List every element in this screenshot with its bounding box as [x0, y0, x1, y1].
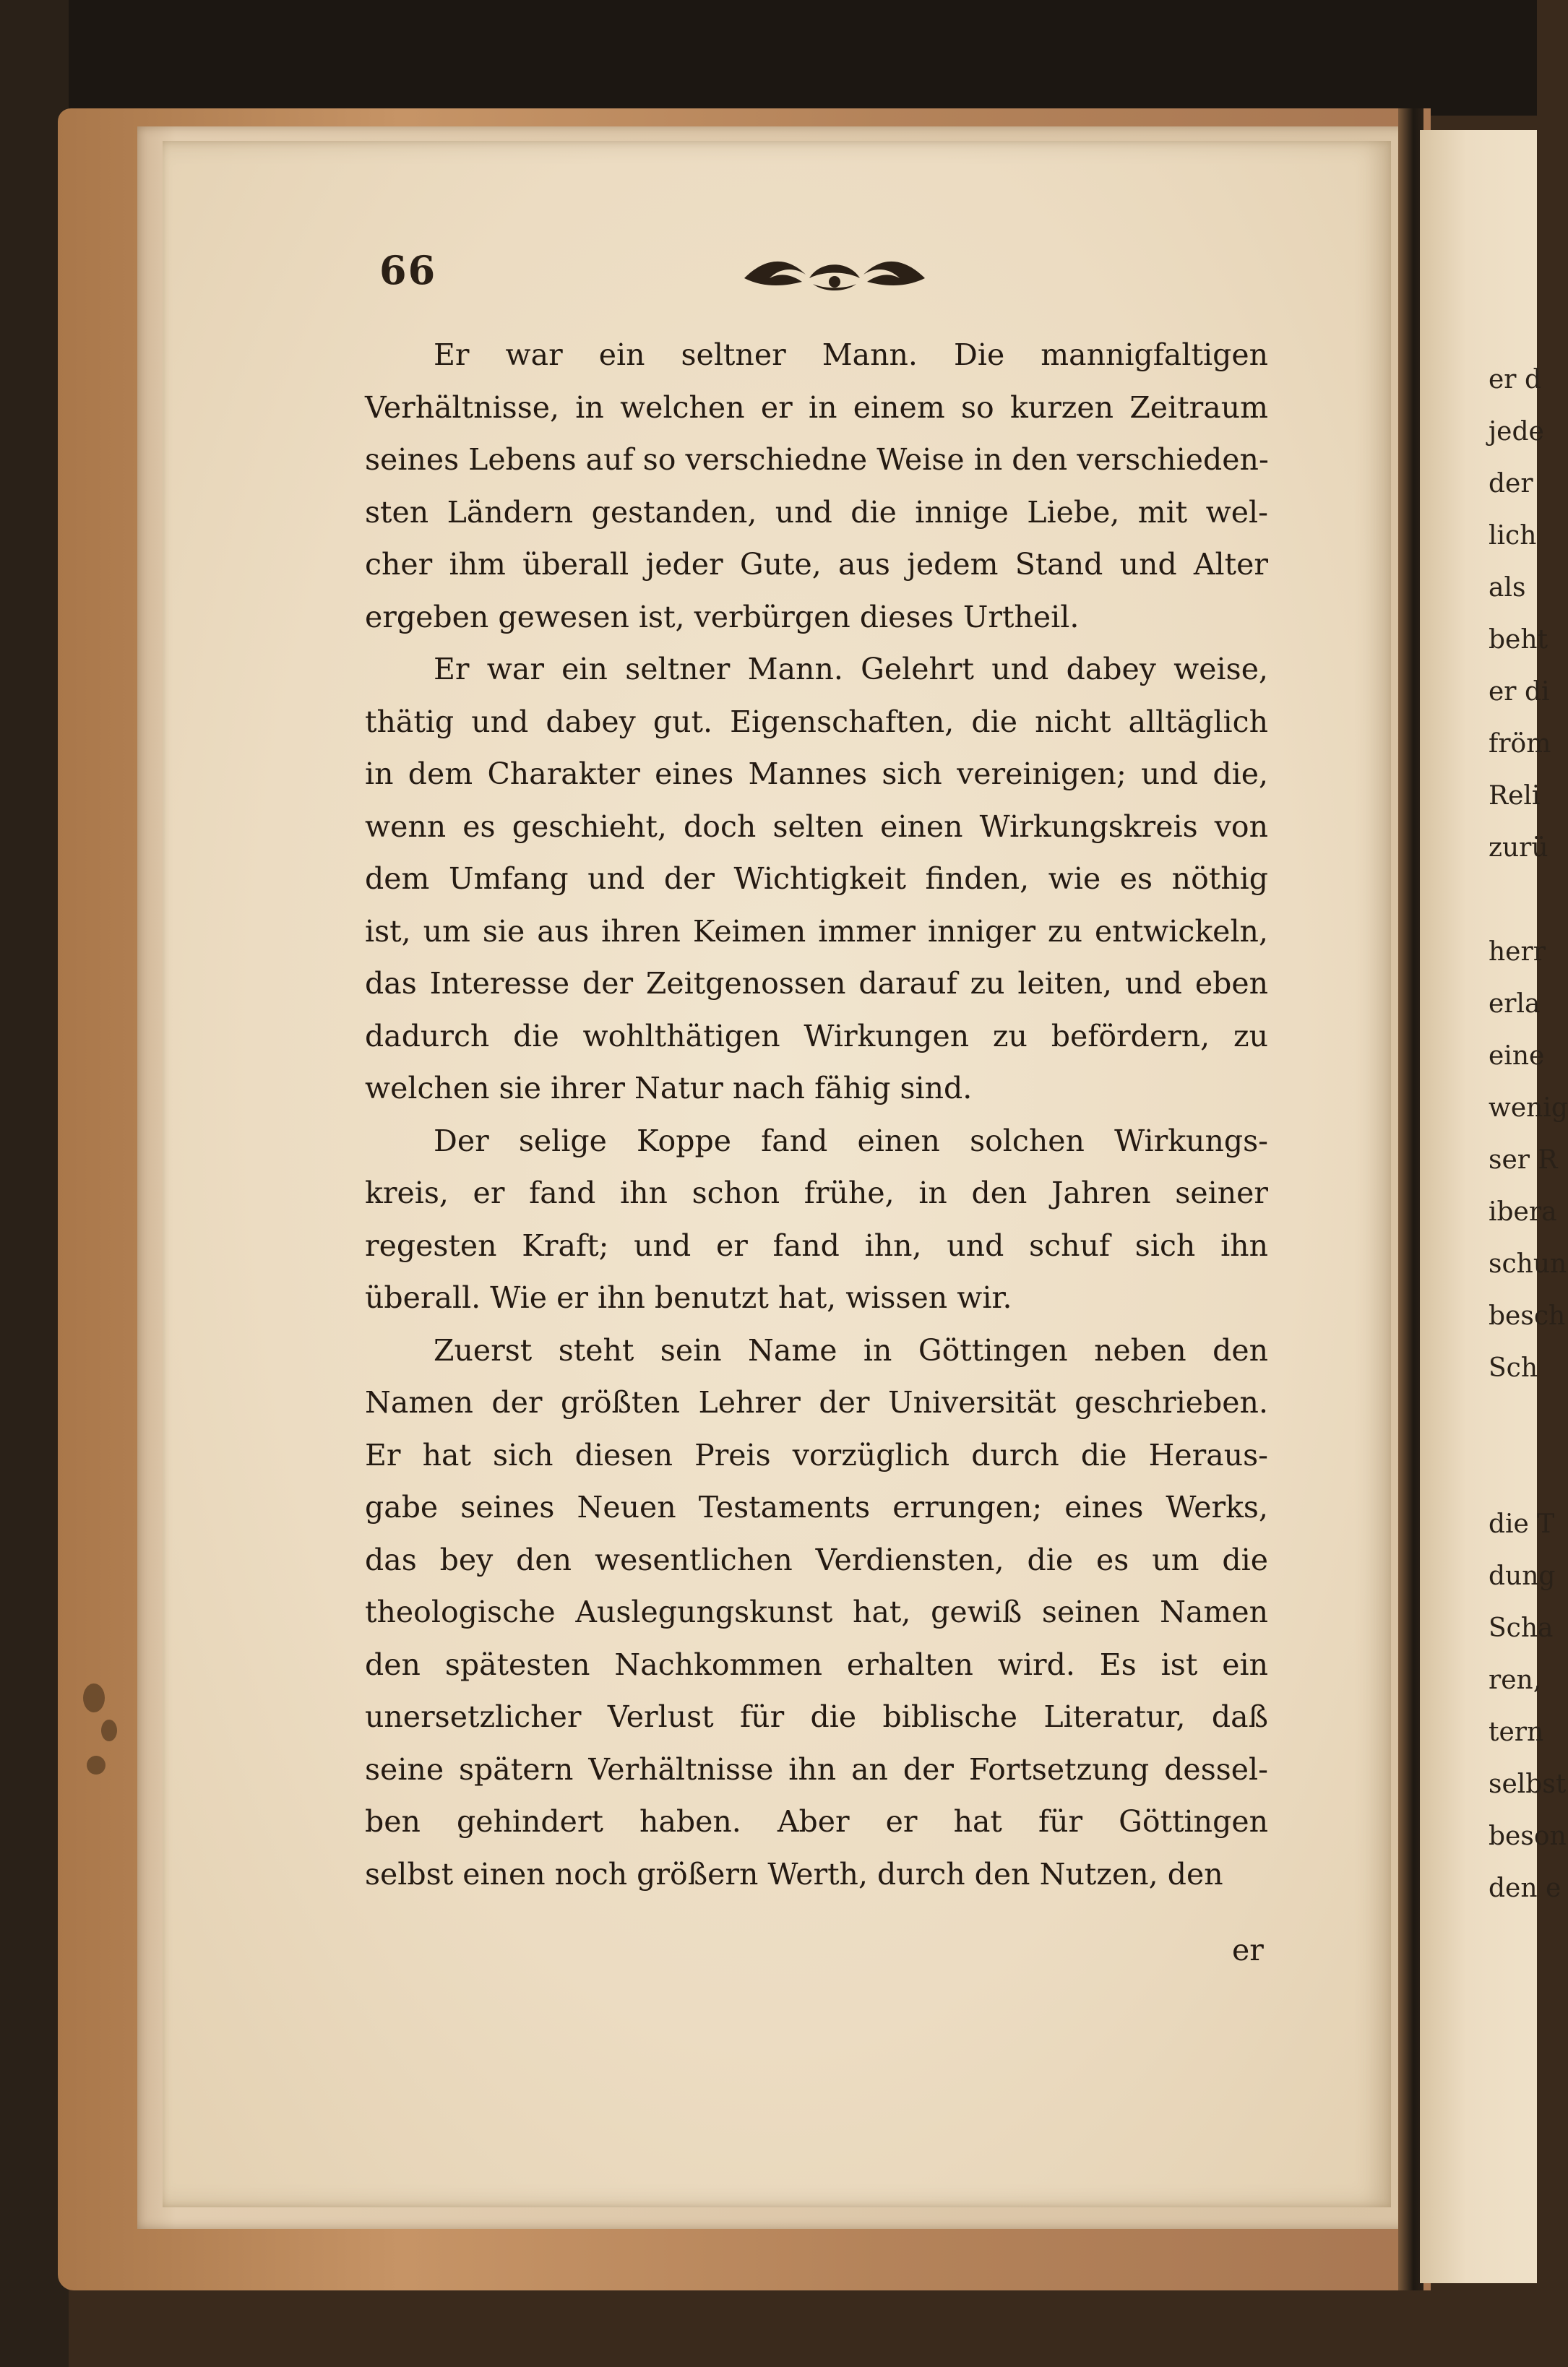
facing-page-fragment: fröm [1489, 729, 1551, 759]
facing-page-fragment [1489, 1394, 1539, 1446]
text-line: Verhältnisse, in welchen er in einem so kurzen Zeitraum [365, 389, 1268, 425]
text-line: wenn es geschieht, doch selten einen Wirkungskreis von [365, 809, 1268, 844]
text-line: in dem Charakter eines Mannes sich vereinigen; und die, [365, 756, 1268, 791]
text-line: Er war ein seltner Mann. Die mannigfaltigen [434, 337, 1268, 372]
facing-page-fragment: ser R [1489, 1145, 1558, 1175]
facing-page-fragment [1489, 874, 1539, 926]
facing-page-fragment [1489, 1446, 1539, 1499]
facing-page-fragment: Reli [1489, 781, 1541, 811]
text-line: den spätesten Nachkommen erhalten wird. Es ist ein [365, 1647, 1268, 1682]
facing-page-fragment: beson [1489, 1821, 1567, 1851]
text-line: Er war ein seltner Mann. Gelehrt und dabey weise, [434, 652, 1268, 686]
text-line: überall. Wie er ihn benutzt hat, wissen wir. [365, 1280, 1012, 1315]
facing-page-fragment: besch [1489, 1301, 1566, 1331]
text-line: gabe seines Neuen Testaments errungen; eines Werks, [365, 1490, 1268, 1525]
text-line: dem Umfang und der Wichtigkeit finden, wie es nöthig [365, 861, 1268, 896]
text-line: Zuerst steht sein Name in Göttingen neben den [434, 1332, 1268, 1368]
facing-page-fragment: als [1489, 573, 1526, 603]
facing-page-fragment: dung [1489, 1561, 1556, 1591]
text-line: seines Lebens auf so verschiedne Weise in den verschieden- [365, 442, 1269, 477]
facing-page-fragment: er di [1489, 677, 1550, 707]
facing-page-fragment: die T [1489, 1509, 1555, 1539]
text-line: Er hat sich diesen Preis vorzüglich durch die Heraus- [365, 1437, 1268, 1473]
text-line: welchen sie ihrer Natur nach fähig sind. [365, 1071, 973, 1105]
facing-page-fragment: schun [1489, 1249, 1567, 1279]
text-line: ist, um sie aus ihren Keimen immer inniger zu entwickeln, [365, 913, 1268, 949]
text-line: unersetzlicher Verlust für die biblische Literatur, daß [365, 1699, 1268, 1734]
text-line: ergeben gewesen ist, verbürgen dieses Urtheil. [365, 599, 1080, 634]
facing-page-fragment: selbst [1489, 1769, 1567, 1799]
photo-background [0, 0, 1537, 116]
text-line: theologische Auslegungskunst hat, gewiß seinen Namen [365, 1595, 1268, 1629]
page-number: 66 [379, 247, 437, 293]
facing-page-fragment: Scha [1489, 1613, 1554, 1643]
facing-page-fragment: herr [1489, 937, 1546, 967]
facing-page-fragment: eine [1489, 1041, 1545, 1071]
text-line: Der selige Koppe fand einen solchen Wirkungs- [434, 1123, 1268, 1158]
facing-page-text [1489, 354, 1568, 1915]
stain [101, 1720, 117, 1741]
facing-page-fragment: lich [1489, 521, 1537, 551]
text-line: kreis, er fand ihn schon frühe, in den Jahren seiner [365, 1176, 1268, 1210]
facing-page-fragment: er d [1489, 365, 1542, 394]
text-line: das Interesse der Zeitgenossen darauf zu leiten, und eben [365, 966, 1268, 1001]
text-line: thätig und dabey gut. Eigenschaften, die nicht alltäglich [365, 704, 1268, 739]
facing-page-fragment: ren, [1489, 1665, 1542, 1695]
text-line: Namen der größten Lehrer der Universität geschrieben. [365, 1385, 1268, 1420]
catchword: er [1232, 1933, 1264, 1967]
text-line: selbst einen noch größern Werth, durch den Nutzen, den [365, 1856, 1223, 1892]
facing-page-fragment: tern [1489, 1717, 1544, 1747]
text-line: ben gehindert haben. Aber er hat für Göttingen [365, 1804, 1268, 1839]
facing-page-fragment: zurü [1489, 833, 1548, 863]
facing-page-fragment: Sch [1489, 1353, 1538, 1383]
stain [87, 1756, 105, 1775]
ornament-headpiece-icon [737, 249, 932, 300]
facing-page-fragment: beht [1489, 625, 1548, 655]
text-line: sten Ländern gestanden, und die innige Liebe, mit wel- [365, 494, 1268, 530]
facing-page-fragment: den e [1489, 1874, 1561, 1903]
text-line: cher ihm überall jeder Gute, aus jedem Stand und Alter [365, 547, 1268, 582]
stain [83, 1683, 105, 1712]
facing-page-fragment: der [1489, 469, 1533, 499]
text-line: das bey den wesentlichen Verdiensten, die es um die [365, 1542, 1268, 1577]
facing-page-fragment: ibera [1489, 1197, 1557, 1227]
text-line: seine spätern Verhältnisse ihn an der Fortsetzung dessel- [365, 1751, 1268, 1787]
body-text [365, 329, 1268, 1900]
facing-page-fragment: erla [1489, 989, 1541, 1019]
text-line: dadurch die wohlthätigen Wirkungen zu befördern, zu [365, 1018, 1268, 1053]
text-line: regesten Kraft; und er fand ihn, und schuf sich ihn [365, 1228, 1268, 1263]
facing-page-fragment: wenig [1489, 1093, 1568, 1123]
facing-page-fragment: jede [1489, 417, 1544, 447]
